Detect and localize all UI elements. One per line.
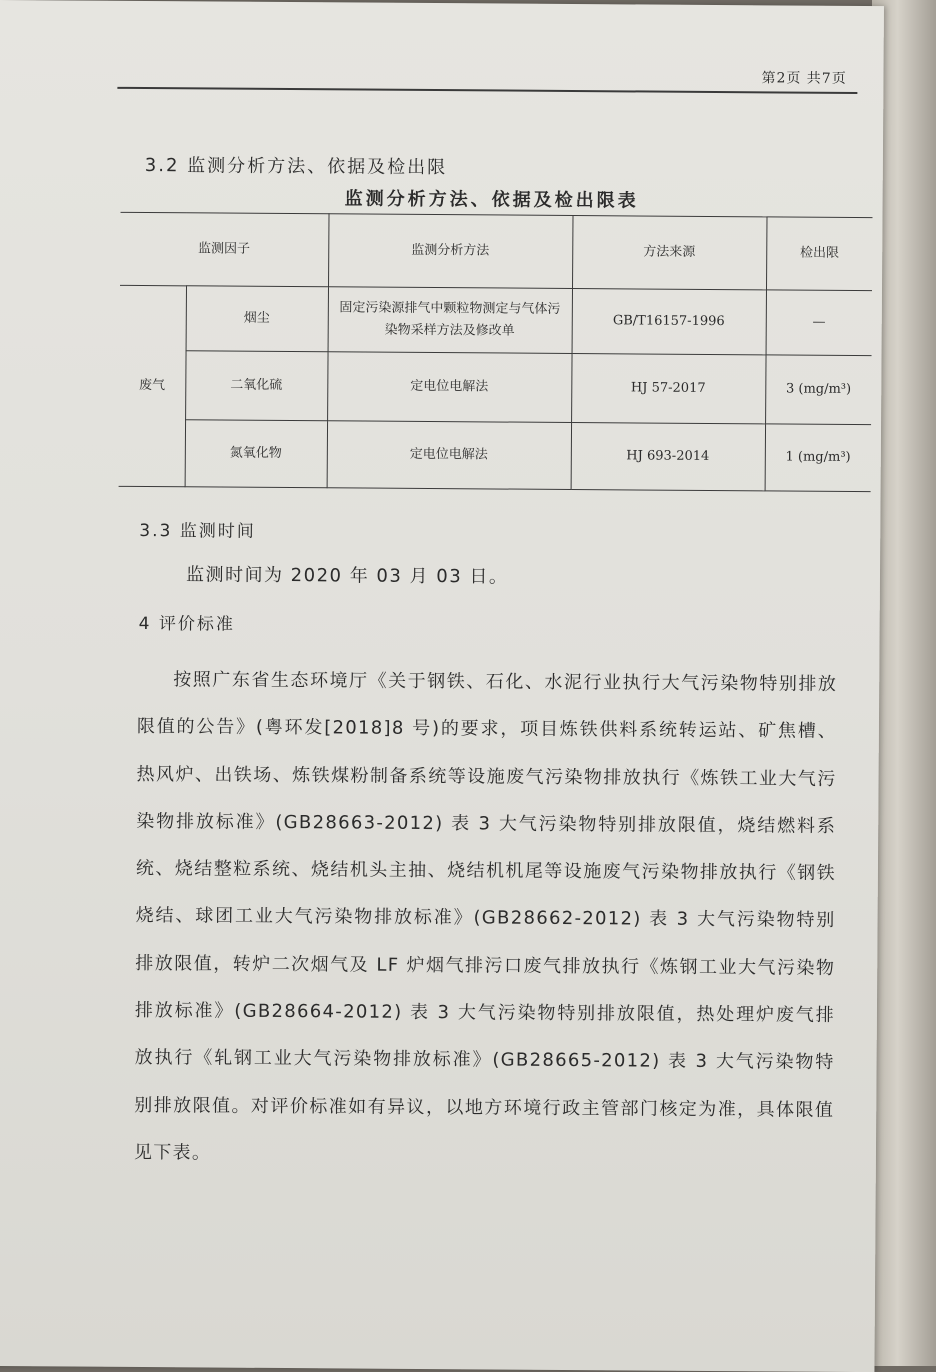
factor-cell: 氮氧化物 (185, 420, 327, 488)
col-header-factor: 监测因子 (120, 212, 329, 286)
table-row (120, 285, 872, 355)
methods-table (119, 212, 873, 492)
header-rule (117, 87, 857, 94)
col-header-limit: 检出限 (766, 217, 873, 291)
limit-cell: 1 (mg/m³) (765, 424, 871, 492)
factor-cell: 烟尘 (186, 286, 328, 352)
table-row (119, 350, 871, 424)
table-row (119, 419, 871, 491)
table-title: 监测分析方法、依据及检出限表 (344, 188, 639, 212)
col-header-source: 方法来源 (572, 216, 767, 290)
method-cell: 固定污染源排气中颗粒物测定与气体污染物采样方法及修改单 (328, 287, 572, 354)
section-4-body: 按照广东省生态环境厅《关于钢铁、石化、水泥行业执行大气污染物特别排放限值的公告》(粤环发[2018]8 号)的要求，项目炼铁供料系统转运站、矿焦槽、热风炉、出铁场、炼铁煤粉制备系统等设施废气污染物排放执行《炼铁工业大气污染物排放标准》(GB28663-2012) 表 3 大气污染物特别排放限值，烧结燃料系统、烧结整粒系统、烧结机头主抽、烧结机机尾等设施废气污染物排放执行《钢铁烧结、球团工业大气污染物排放标准》(GB28662-2012) 表 3 大气污染物特别排放限值，转炉二次烟气及 LF 炉烟气排污口废气排放执行《炼钢工业大气污染物排放标准》(GB28664-2012) 表 3 大气污染物特别排放限值，热处理炉废气排放执行《轧钢工业大气污染物排放标准》(GB28665-2012) 表 3 大气污染物特别排放限值。对评价标准如有异议，以地方环境行政主管部门核定为准，具体限值见下表。 (133, 669, 838, 1164)
section-3-3-title: 3.3 监测时间 (139, 520, 256, 542)
limit-cell: — (766, 290, 872, 356)
col-header-method: 监测分析方法 (328, 214, 573, 289)
source-cell: HJ 693-2014 (571, 422, 765, 490)
group-label: 废气 (119, 285, 186, 486)
source-cell: HJ 57-2017 (571, 353, 765, 423)
method-cell: 定电位电解法 (327, 421, 571, 490)
page-number: 第2页 共7页 (761, 70, 847, 87)
source-cell: GB/T16157-1996 (572, 289, 766, 355)
method-cell: 定电位电解法 (327, 352, 571, 423)
section-4-title: 4 评价标准 (138, 613, 235, 635)
table-header-row (120, 212, 872, 290)
section-3-2-title: 3.2 监测分析方法、依据及检出限 (144, 155, 448, 179)
section-3-3-text: 监测时间为 2020 年 03 月 03 日。 (185, 564, 509, 588)
factor-cell: 二氧化硫 (185, 351, 327, 421)
limit-cell: 3 (mg/m³) (765, 355, 871, 425)
